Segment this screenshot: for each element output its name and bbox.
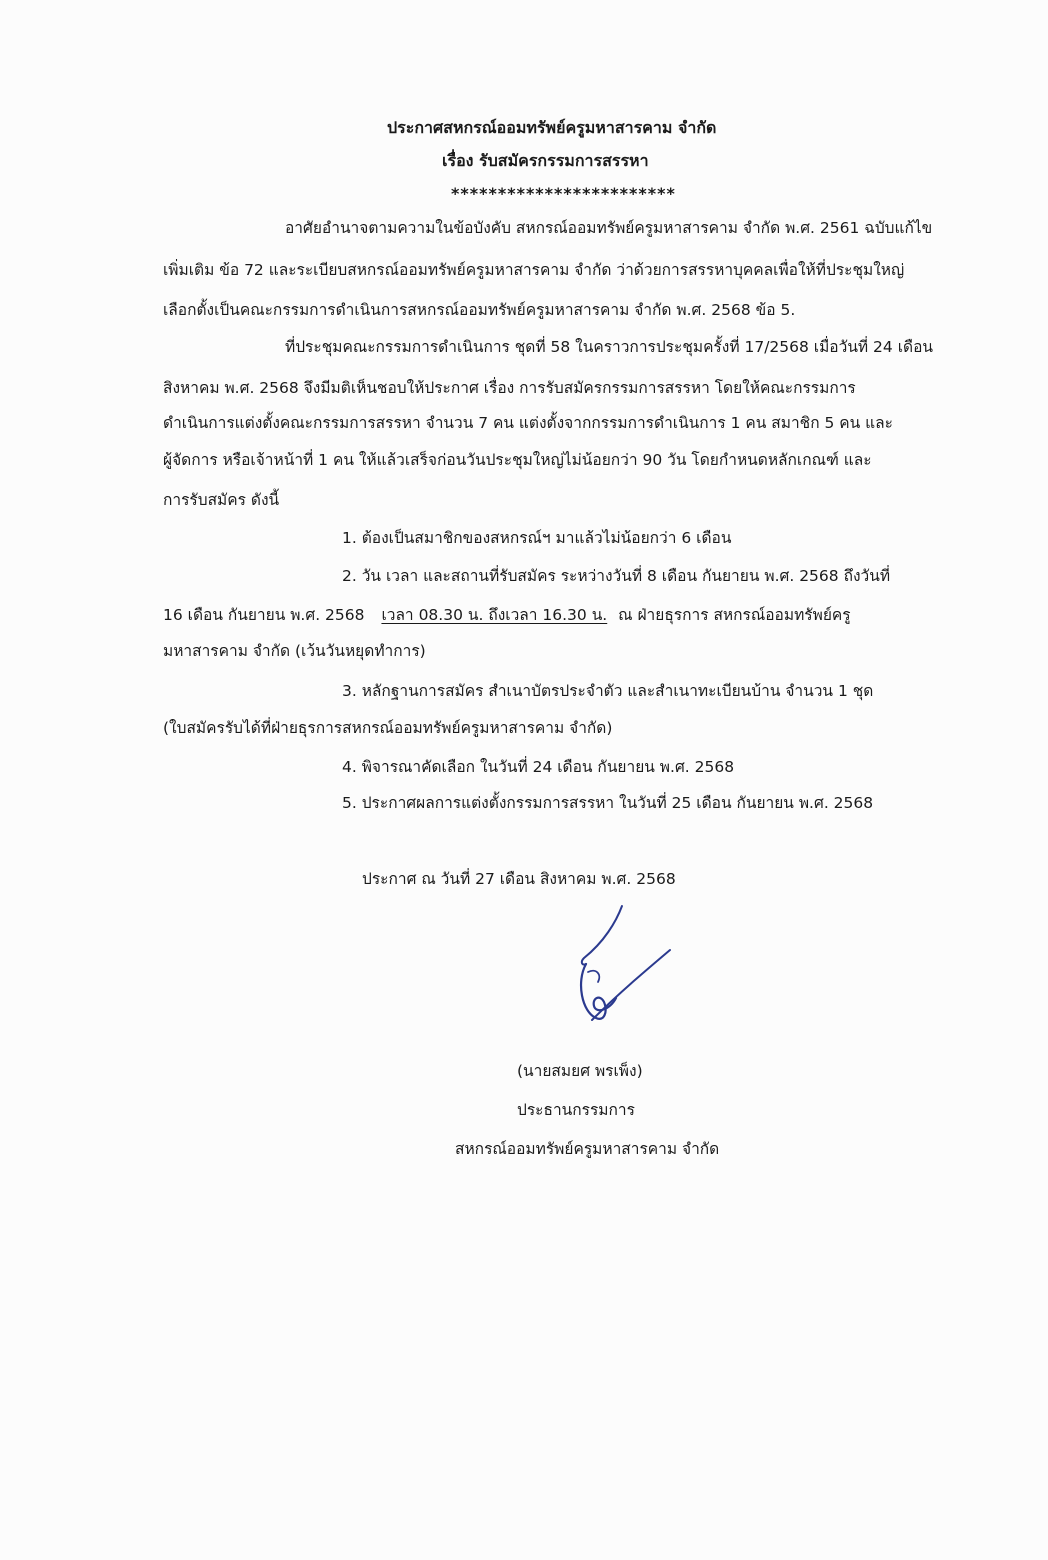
paragraph-1-line-3: เลือกตั้งเป็นคณะกรรมการดำเนินการสหกรณ์ออมทรัพย์ครูมหาสารคาม จำกัด พ.ศ. 2568 ข้อ 5. bbox=[163, 301, 796, 319]
list-item-2-time-underlined: เวลา 08.30 น. ถึงเวลา 16.30 น. bbox=[381, 606, 608, 624]
paragraph-2-line-2: สิงหาคม พ.ศ. 2568 จึงมีมติเห็นชอบให้ประกาศ เรื่อง การรับสมัครกรรมการสรรหา โดยให้คณะกรรมการ bbox=[163, 379, 856, 397]
paragraph-2-line-4: ผู้จัดการ หรือเจ้าหน้าที่ 1 คน ให้แล้วเสร็จก่อนวันประชุมใหญ่ไม่น้อยกว่า 90 วัน โดยกำหนดหลักเกณฑ์ และ bbox=[163, 451, 872, 469]
list-item-2-line-1: 2. วัน เวลา และสถานที่รับสมัคร ระหว่างวันที่ 8 เดือน กันยายน พ.ศ. 2568 ถึงวันที่ bbox=[342, 567, 891, 585]
signatory-name: (นายสมยศ พรเพ็ง) bbox=[517, 1062, 643, 1080]
signature bbox=[570, 902, 680, 1027]
list-item-1: 1. ต้องเป็นสมาชิกของสหกรณ์ฯ มาแล้วไม่น้อยกว่า 6 เดือน bbox=[342, 529, 732, 547]
list-item-5: 5. ประกาศผลการแต่งตั้งกรรมการสรรหา ในวันที่ 25 เดือน กันยายน พ.ศ. 2568 bbox=[342, 794, 874, 812]
paragraph-2-line-5: การรับสมัคร ดังนี้ bbox=[163, 491, 280, 509]
signatory-position: ประธานกรรมการ bbox=[517, 1101, 635, 1119]
list-item-2-location: ณ ฝ่ายธุรการ สหกรณ์ออมทรัพย์ครู bbox=[618, 606, 851, 624]
separator-stars: ************************ bbox=[451, 184, 676, 203]
document-title: ประกาศสหกรณ์ออมทรัพย์ครูมหาสารคาม จำกัด bbox=[387, 118, 717, 137]
list-item-2-date: 16 เดือน กันยายน พ.ศ. 2568 bbox=[163, 606, 365, 624]
paragraph-1-line-1: อาศัยอำนาจตามความในข้อบังคับ สหกรณ์ออมทรัพย์ครูมหาสารคาม จำกัด พ.ศ. 2561 ฉบับแก้ไข bbox=[285, 219, 933, 237]
signatory-organization: สหกรณ์ออมทรัพย์ครูมหาสารคาม จำกัด bbox=[455, 1140, 720, 1158]
list-item-2-line-3: มหาสารคาม จำกัด (เว้นวันหยุดทำการ) bbox=[163, 642, 426, 660]
list-item-3-line-2: (ใบสมัครรับได้ที่ฝ่ายธุรการสหกรณ์ออมทรัพย์ครูมหาสารคาม จำกัด) bbox=[163, 719, 613, 737]
paragraph-2-line-1: ที่ประชุมคณะกรรมการดำเนินการ ชุดที่ 58 ในคราวการประชุมครั้งที่ 17/2568 เมื่อวันที่ 24 เดือน bbox=[285, 338, 933, 356]
document-subject: เรื่อง รับสมัครกรรมการสรรหา bbox=[442, 151, 649, 170]
list-item-4: 4. พิจารณาคัดเลือก ในวันที่ 24 เดือน กันยายน พ.ศ. 2568 bbox=[342, 758, 735, 776]
announcement-date: ประกาศ ณ วันที่ 27 เดือน สิงหาคม พ.ศ. 2568 bbox=[362, 870, 676, 888]
list-item-2-line-2 bbox=[163, 604, 851, 626]
paragraph-2-line-3: ดำเนินการแต่งตั้งคณะกรรมการสรรหา จำนวน 7 คน แต่งตั้งจากกรรมการดำเนินการ 1 คน สมาชิก 5 คน และ bbox=[163, 414, 893, 432]
paragraph-1-line-2: เพิ่มเติม ข้อ 72 และระเบียบสหกรณ์ออมทรัพย์ครูมหาสารคาม จำกัด ว่าด้วยการสรรหาบุคคลเพื่อให้ที่ประชุมใหญ่ bbox=[163, 261, 905, 279]
list-item-3-line-1: 3. หลักฐานการสมัคร สำเนาบัตรประจำตัว และสำเนาทะเบียนบ้าน จำนวน 1 ชุด bbox=[342, 682, 874, 700]
